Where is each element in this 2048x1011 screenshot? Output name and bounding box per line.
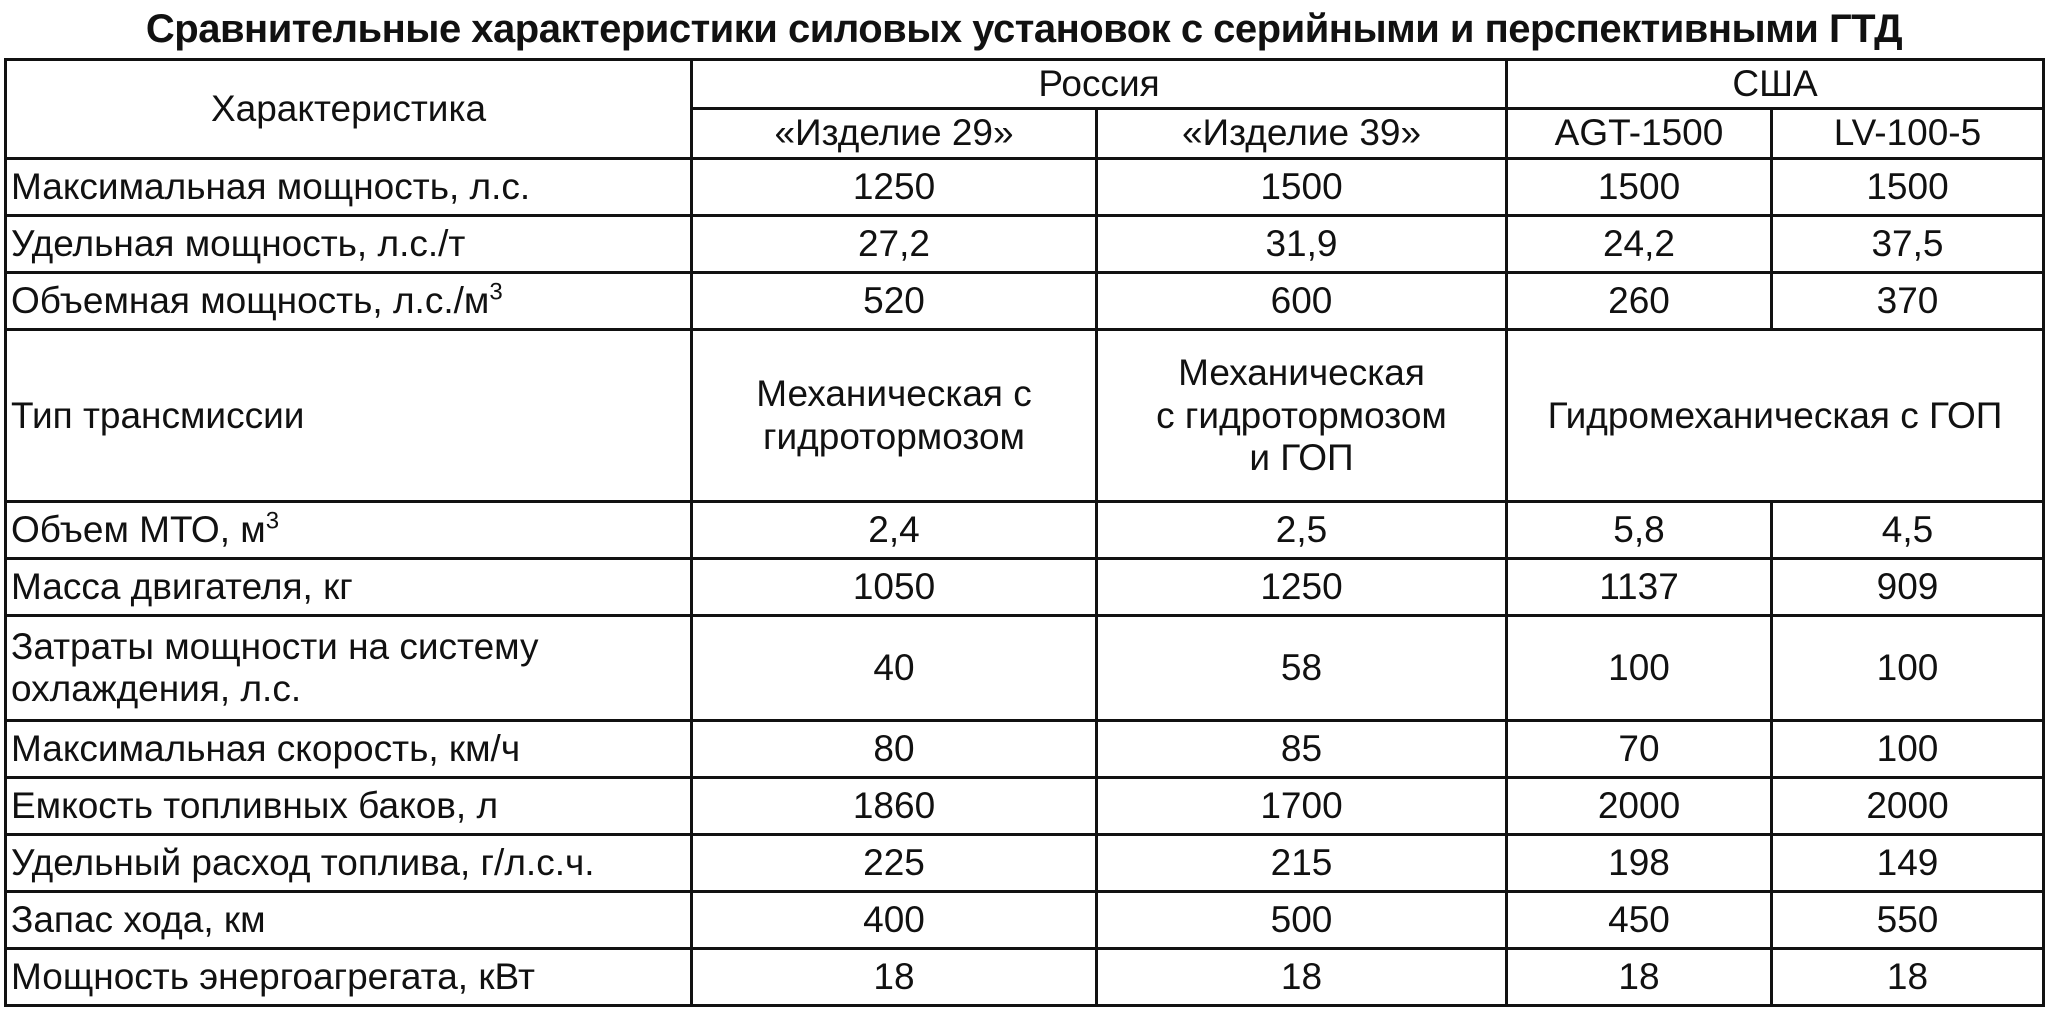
row-label: Удельная мощность, л.с./т [6, 216, 692, 273]
cell-izdelie-39: 2,5 [1097, 502, 1507, 559]
row-cooling-power [6, 616, 2044, 721]
row-label: Масса двигателя, кг [6, 559, 692, 616]
cell-izdelie-39: 1500 [1097, 159, 1507, 216]
header-row-groups [6, 60, 2044, 109]
cell-izdelie-29: 225 [692, 834, 1097, 891]
header-characteristic: Характеристика [6, 60, 692, 159]
row-label: Мощность энергоагрегата, кВт [6, 948, 692, 1005]
row-label: Тип трансмиссии [6, 330, 692, 502]
row-label: Максимальная скорость, км/ч [6, 721, 692, 778]
row-specific-power [6, 216, 2044, 273]
row-label: Емкость топливных баков, л [6, 778, 692, 835]
cell-izdelie-29 [692, 330, 1097, 502]
comparison-table [4, 58, 2045, 1007]
cell-lv-100-5: 100 [1772, 721, 2044, 778]
cell-agt-1500: 24,2 [1507, 216, 1772, 273]
header-lv-100-5: LV-100-5 [1772, 108, 2044, 159]
cell-izdelie-39: 1250 [1097, 559, 1507, 616]
cell-izdelie-29: 2,4 [692, 502, 1097, 559]
cell-izdelie-39: 1700 [1097, 778, 1507, 835]
row-label-line: Затраты мощности на систему [11, 625, 539, 667]
cell-lv-100-5: 37,5 [1772, 216, 2044, 273]
row-fuel-consumption [6, 834, 2044, 891]
cell-lv-100-5: 100 [1772, 616, 2044, 721]
cell-agt-1500: 1500 [1507, 159, 1772, 216]
cell-izdelie-29: 1860 [692, 778, 1097, 835]
header-russia: Россия [692, 60, 1507, 109]
cell-line: Механическая с [756, 373, 1032, 415]
cell-agt-1500: 5,8 [1507, 502, 1772, 559]
row-label-text: Объем МТО, м [11, 509, 266, 551]
row-label [6, 273, 692, 330]
cell-lv-100-5: 909 [1772, 559, 2044, 616]
row-label-line: охлаждения, л.с. [11, 668, 302, 710]
cell-usa-merged: Гидромеханическая с ГОП [1507, 330, 2044, 502]
cell-agt-1500: 450 [1507, 891, 1772, 948]
cell-izdelie-29: 520 [692, 273, 1097, 330]
row-label: Удельный расход топлива, г/л.с.ч. [6, 834, 692, 891]
superscript: 3 [489, 278, 503, 306]
cell-lv-100-5: 4,5 [1772, 502, 2044, 559]
cell-agt-1500: 70 [1507, 721, 1772, 778]
cell-lv-100-5: 149 [1772, 834, 2044, 891]
cell-izdelie-39: 500 [1097, 891, 1507, 948]
cell-izdelie-29: 40 [692, 616, 1097, 721]
row-label-text: Объемная мощность, л.с./м [11, 280, 490, 322]
cell-lv-100-5: 1500 [1772, 159, 2044, 216]
cell-line: гидротормозом [763, 415, 1025, 457]
cell-izdelie-39: 215 [1097, 834, 1507, 891]
row-label [6, 502, 692, 559]
cell-izdelie-29: 1250 [692, 159, 1097, 216]
row-fuel-tanks [6, 778, 2044, 835]
table-title: Сравнительные характеристики силовых установок с серийными и перспективными ГТД [145, 7, 1903, 51]
header-izdelie-29: «Изделие 29» [692, 108, 1097, 159]
row-volume-power [6, 273, 2044, 330]
row-engine-mass [6, 559, 2044, 616]
header-izdelie-39: «Изделие 39» [1097, 108, 1507, 159]
cell-lv-100-5: 370 [1772, 273, 2044, 330]
cell-izdelie-39: 18 [1097, 948, 1507, 1005]
row-label [6, 616, 692, 721]
cell-agt-1500: 1137 [1507, 559, 1772, 616]
row-label: Максимальная мощность, л.с. [6, 159, 692, 216]
cell-agt-1500: 2000 [1507, 778, 1772, 835]
row-mto-volume [6, 502, 2044, 559]
cell-izdelie-29: 80 [692, 721, 1097, 778]
cell-lv-100-5: 550 [1772, 891, 2044, 948]
row-max-speed [6, 721, 2044, 778]
row-transmission [6, 330, 2044, 502]
cell-lv-100-5: 2000 [1772, 778, 2044, 835]
cell-izdelie-29: 27,2 [692, 216, 1097, 273]
cell-izdelie-39: 85 [1097, 721, 1507, 778]
row-range [6, 891, 2044, 948]
cell-line: Механическая [1178, 352, 1425, 394]
row-label: Запас хода, км [6, 891, 692, 948]
cell-lv-100-5: 18 [1772, 948, 2044, 1005]
cell-izdelie-39: 31,9 [1097, 216, 1507, 273]
cell-izdelie-39: 600 [1097, 273, 1507, 330]
cell-agt-1500: 18 [1507, 948, 1772, 1005]
cell-izdelie-29: 400 [692, 891, 1097, 948]
header-usa: США [1507, 60, 2044, 109]
cell-agt-1500: 100 [1507, 616, 1772, 721]
superscript: 3 [265, 507, 280, 535]
cell-izdelie-39: 58 [1097, 616, 1507, 721]
cell-line: и ГОП [1249, 437, 1354, 479]
cell-izdelie-29: 18 [692, 948, 1097, 1005]
cell-line: с гидротормозом [1156, 394, 1447, 436]
cell-izdelie-39 [1097, 330, 1507, 502]
cell-izdelie-29: 1050 [692, 559, 1097, 616]
row-apu-power [6, 948, 2044, 1005]
cell-agt-1500: 260 [1507, 273, 1772, 330]
cell-agt-1500: 198 [1507, 834, 1772, 891]
row-max-power [6, 159, 2044, 216]
header-agt-1500: AGT-1500 [1507, 108, 1772, 159]
